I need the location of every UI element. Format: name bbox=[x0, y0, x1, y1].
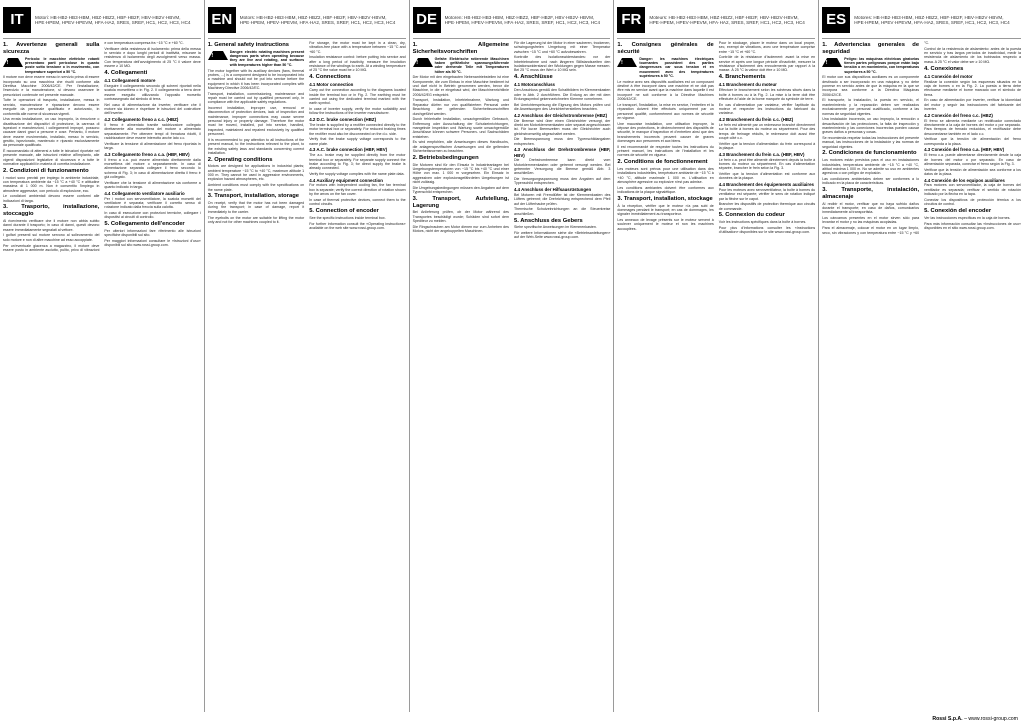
body-paragraph: Il motore non deve essere messo in servizio prima di essere incorporato su una macchina che risulti conforme alla Direttiva Macchine 2006/42/CE. Per l'installazione, l'esercizio e la manutenzione, si devono osservare le prescrizioni contenute nel presente manuale. bbox=[3, 75, 100, 97]
body-paragraph: Insulation resistance control: before putting into service and after a long period of inactivity, measure the insulation resistance of the windings to earth. At a winding temperature of 25 °C the value must be ≥ 10 MΩ. bbox=[309, 55, 406, 73]
body-paragraph: In caso di esecuzione con protezioni termiche, collegare i dispositivi ai circuiti di controllo. bbox=[104, 210, 201, 220]
warning-triangle-icon bbox=[822, 58, 842, 67]
section-title: 1. Avvertenze generali sulla sicurezza bbox=[3, 42, 100, 55]
body-paragraph: Kontrolle des Isolationswiderstandes: vor der Inbetriebnahme und nach längeren Stillstandszeiten den Isolationswiderstand der Wicklungen gegen Masse messen. Bei 25 °C muss der Wert ≥ 10 MΩ sein. bbox=[513, 55, 611, 73]
motor-series-line: Motori: HB·HB2·HB3·HBM, HBZ·HBZ2, HBF·HB2F, HBV·HB2V·HBVM, HPE·HPEM, HPEV·HPEVM, HFA·HA2, SRES, SREF, HC1, HC2, HC3, HC4 bbox=[35, 14, 191, 25]
section-title: 5. Connexion du codeur bbox=[718, 212, 785, 219]
body-paragraph: Los cáncamos presentes en el motor sirven sólo para levantar el motor y no las máquinas acopladas. bbox=[822, 216, 920, 225]
body-paragraph: Es wird empfohlen, alle Anweisungen dieses Handbuchs, die anlagenspezifischen Anweisungen und die geltenden Sicherheitsnormen zu beachten. bbox=[412, 140, 509, 154]
body-paragraph: Contrôle de la résistance d'isolement: avant la mise en service et après une longue période d'inactivité, mesurer la résistance d'isolement des enroulements par rapport à la masse. À 25 °C la valeur doit être ≥ 10 MΩ. bbox=[718, 55, 816, 73]
body-paragraph: Control de la resistencia de aislamiento: antes de la puesta en servicio y tras largos períodos de inactividad, medir la resistencia de aislamiento de los bobinados respecto a masa. A 25 °C el valor debe ser ≥ 10 MΩ. bbox=[924, 46, 1021, 64]
subsection-title: 4.1 Motor connection bbox=[309, 82, 354, 88]
warning-triangle-icon bbox=[208, 51, 228, 60]
body-paragraph: El freno se alimenta mediante un rectificador conectado directamente a la caja de bornes del motor o por separado. Para tiempos de frenado reducidos, el rectificador debe desconectarse también en el lado c.c. bbox=[924, 118, 1021, 136]
body-paragraph: I golfari presenti sul motore servono al sollevamento del solo motore e non di altre macchine ad esso accoppiate. bbox=[3, 233, 100, 242]
body-paragraph: Ver las instrucciones específicas en la caja de bornes. bbox=[924, 215, 1011, 220]
body-paragraph: Al recibir el motor, verificar que no haya sufrido daños durante el transporte; en caso de daños, comunicarlos inmediatamente al transportista. bbox=[822, 201, 920, 215]
body-paragraph: Transport, Installation, Inbetriebnahme, Wartung und Reparatur dürfen nur von qualifiziertem Personal unter Beachtung der geltenden Sicherheitsvorschriften durchgeführt werden. bbox=[412, 98, 509, 116]
body-paragraph: Verificare che la tensione di alimentazione sia conforme a quanto indicato in targa. bbox=[104, 180, 201, 189]
body-paragraph: Der Motor mit den eingebauten Nebenantriebsteilen ist eine Komponente, die zum Einbau in eine Maschine bestimmt ist und darf nicht in Betrieb genommen werden, bevor die Maschine, in die er eingebaut wird, der Maschinenrichtlinie 2006/42/EG entspricht. bbox=[412, 75, 509, 97]
section-title: 3. Transport, installation, stockage bbox=[617, 195, 713, 202]
body-paragraph: Se recomienda respetar todas las instrucciones del presente manual, las instrucciones de la instalación y las normas de seguridad vigentes. bbox=[822, 136, 920, 149]
body-paragraph: Verificar que la tensión de alimentación sea conforme a los datos de la placa. bbox=[924, 167, 1021, 176]
body-paragraph: Le moteur avec ses dispositifs auxiliaires est un composant destiné à être incorporé dans une machine et ne doit pas être mis en service avant que la machine dans laquelle il est incorporé ne soit conforme à la Directive Machines 2006/42/CE. bbox=[617, 79, 714, 102]
body-paragraph: Vérifier que la tension d'alimentation du frein correspond à la plaque. bbox=[718, 141, 816, 150]
body-paragraph: Nel caso di alimentazione da inverter, verificare che il motore sia idoneo e rispettare le istruzioni del costruttore dell'inverter. bbox=[104, 102, 201, 116]
language-column-it bbox=[0, 0, 205, 712]
body-paragraph: Le frein est alimenté par un redresseur branché directement sur la boîte à bornes du moteur ou séparément. Pour des temps de freinage réduits, le redresseur doit aussi être coupé côté c.c. bbox=[718, 122, 816, 140]
body-paragraph: Carry out the connection according to the diagrams located inside the terminal box or in Fig. 2. The earthing must be carried out using the dedicated terminal marked with the earth symbol. bbox=[309, 88, 406, 106]
section-title: 4. Collegamenti bbox=[104, 69, 148, 76]
danger-text: Pericolo: le macchine elettriche rotanti presentano parti pericolose in quanto poste sotto tensione o in movimento, con temperature superiori a 50 °C. bbox=[25, 56, 100, 74]
body-paragraph: Bei Motoren mit Fremdlüfter ist der Klemmenkasten des Lüfters getrennt; die Drehrichtung entsprechend dem Pfeil auf der Lüfterhaube prüfen. bbox=[513, 193, 611, 206]
language-badge: ES bbox=[822, 7, 850, 33]
motor-series-line: Motors: HB·HB2·HB3·HBM, HBZ·HBZ2, HBF·HB2F, HBV·HB2V·HBVM, HPE·HPEM, HPEV·HPEVM, HFA·HA2, SRES, SREF, HC1, HC2, HC3, HC4 bbox=[239, 14, 396, 25]
body-paragraph: For storage, the motor must be kept in a clean, dry, vibration-free place with a temperature between −15 °C and +60 °C. bbox=[309, 41, 406, 54]
section-title: 1. Allgemeine Sicherheitsvorschriften bbox=[412, 42, 509, 55]
body-paragraph: For further information consult the «Operating instructions» available on the web site www.rossi-group.com. bbox=[309, 221, 406, 230]
body-paragraph: Le condizioni ambientali devono essere conformi alle indicazioni di targa. bbox=[3, 194, 100, 203]
section-title: 2. Betriebsbedingungen bbox=[412, 154, 479, 161]
column-header bbox=[822, 2, 1021, 39]
subsection-title: 4.1 Branchement du moteur bbox=[718, 82, 777, 88]
body-paragraph: El motor con sus dispositivos auxiliares es un componente destinado a ser incorporado en una máquina y no debe ponerse en servicio antes de que la máquina en la que se incorpora sea conforme a la Directiva Máquinas 2006/42/CE. bbox=[822, 75, 920, 97]
section-title: 1. General safety instructions bbox=[207, 42, 289, 48]
subsection-title: 4.2 Branchement du frein c.c. (HBZ) bbox=[718, 117, 794, 123]
body-paragraph: Le transport, l'installation, la mise en service, l'entretien et la réparation doivent être effectués uniquement par un personnel qualifié, conformément aux normes de sécurité en vigueur. bbox=[617, 102, 714, 120]
body-paragraph: Verificare della resistenza di isolamento: prima della messa in servizio e dopo lunghi periodi di inattività, misurare la resistenza di isolamento degli avvolgimenti verso massa. Con temperatura dell'avvolgimento di 25 °C il valore deve essere ≥ 10 MΩ. bbox=[104, 46, 201, 69]
body-paragraph: Für die Lagerung ist der Motor in einer sauberen, trockenen, schwingungsfreien Umgebung mit einer Temperatur zwischen −15 °C und +60 °C aufzubewahren. bbox=[513, 41, 611, 54]
section-title: 2. Condiciones de funcionamiento bbox=[822, 150, 917, 157]
motor-series-line: Motores: HB·HB2·HB3·HBM, HBZ·HBZ2, HBF·HB2F, HBV·HB2V·HBVM, HPE·HPEM, HPEV·HPEVM, HFA·HA2, SRES, SREF, HC1, HC2, HC3, HC4 bbox=[854, 14, 1010, 25]
subsection-title: 4.1 Conexión del motor bbox=[924, 73, 973, 79]
body-paragraph: Para el almacenaje, colocar el motor en un lugar limpio, seco, sin vibraciones y con temperatura entre −15 °C y +60 °C. bbox=[822, 41, 930, 235]
section-title: 1. Advertencias generales de seguridad bbox=[822, 42, 920, 55]
subsection-title: 4.4 Auxiliary equipment connection bbox=[309, 177, 383, 183]
section-title: 3. Trasporto, installazione, stoccaggio bbox=[3, 204, 100, 218]
body-paragraph: Una errata installazione, un uso improprio, la rimozione o disattivazione dei dispositivi di protezione, la carenza di ispezioni e manutenzioni, i collegamenti impropri, possono causare danni gravi a persone e cose. Pertanto, il motore deve essere movimentato, installato, messo in servizio, gestito, ispezionato, mantenuto e riparato esclusivamente da personale qualificato. bbox=[3, 117, 100, 148]
body-paragraph: The eyebolts on the motor are suitable for lifting the motor only and not for other machines coupled to it. bbox=[207, 215, 305, 224]
body-paragraph: Pour le stockage, placer le moteur dans un local propre, sec, exempt de vibrations, avec une température comprise entre −15 °C et +60 °C. bbox=[718, 41, 816, 54]
language-column-en bbox=[205, 0, 410, 712]
body-paragraph: Bei Umrichterspeisung die Eignung des Motors prüfen und die Anweisungen des Umrichterherstellers beachten. bbox=[513, 102, 611, 111]
subsection-title: 4.3 Anschluss der Drehstrombremse (HBF, HBV) bbox=[513, 147, 611, 158]
warning-triangle-icon bbox=[3, 58, 23, 67]
column-body bbox=[617, 41, 815, 235]
motor-series-line: Motoren: HB·HB2·HB3·HBM, HBZ·HBZ2, HBF·HB2F, HBV·HB2V·HBVM, HPE·HPEM, HPEV·HPEVM, HFA·HA2, SRES, SREF, HC1, HC2, HC3, HC4 bbox=[444, 14, 601, 25]
danger-notice bbox=[413, 57, 509, 76]
body-paragraph: Per i motori con servoventilatore, la scatola morsetti del ventilatore è separata; verificare il corretto senso di rotazione indicato dalla freccia sulla calotta. bbox=[104, 196, 201, 210]
section-title: 5. Connection of encoder bbox=[309, 207, 379, 214]
body-paragraph: À la réception, vérifier que le moteur n'a pas subi de dommages pendant le transport; en cas de dommages, les signaler immédiatement au transporteur. bbox=[617, 203, 714, 217]
body-paragraph: Die Bremse wird über einen Gleichrichter versorgt, der direkt am Motorklemmenkasten oder separat angeschlossen ist. Für kurze Bremszeiten muss der Gleichrichter auch gleichstromseitig abgeschaltet werden. bbox=[513, 118, 611, 136]
subsection-title: 4.4 Conexión de los equipos auxiliares bbox=[924, 177, 1005, 183]
column-body bbox=[3, 41, 201, 252]
body-paragraph: Die Ringschrauben am Motor dienen nur zum Anheben des Motors, nicht der angekuppelten Maschinen. bbox=[412, 224, 509, 234]
section-title: 1. Consignes générales de sécurité bbox=[617, 42, 714, 55]
body-paragraph: It is recommended to pay attention to all instructions of the present manual, to the instructions relevant to the plant, to the existing safety laws and standards concerning correct installation. bbox=[207, 137, 305, 155]
body-paragraph: Ambient conditions must comply with the specifications on the name plate. bbox=[207, 183, 305, 192]
body-paragraph: En caso de alimentación por inverter, verificar la idoneidad del motor y seguir las instrucciones del fabricante del inverter. bbox=[924, 98, 1021, 111]
subsection-title: 4.3 A.C. brake connection (HBF, HBV) bbox=[309, 147, 388, 153]
column-body bbox=[413, 41, 611, 240]
danger-notice bbox=[822, 57, 919, 76]
body-paragraph: Los motores están previstos para el uso en instalaciones industriales, temperatura ambiente de −15 °C a +40 °C, altitud máxima 1 000 m. No se admite su uso en ambientes agresivos o con peligro de explosión. bbox=[822, 158, 920, 176]
body-paragraph: Per maggiori informazioni consultare le «Istruzioni d'uso» disponibili sul sito www.rossi-group.com. bbox=[104, 238, 201, 248]
body-paragraph: Den Anschluss gemäß den Schaltbildern im Klemmenkasten oder in Abb. 2 durchführen. Die Erdung an der mit dem Erdungssymbol gekennzeichneten Klemme vornehmen. bbox=[513, 88, 611, 101]
body-paragraph: In case of inverter supply, verify the motor suitability and follow the instructions of the inverter manufacturer. bbox=[309, 106, 406, 116]
warning-triangle-icon bbox=[413, 58, 433, 67]
body-paragraph: Siehe spezifische Anweisungen im Klemmenkasten. bbox=[513, 225, 597, 230]
danger-text: Gefahr: Elektrische rotierende Maschinen haben gefährliche spannungsführende oder drehende Teile mit Temperaturen höher als 50 °C. bbox=[434, 56, 509, 74]
body-paragraph: Conectar los dispositivos de protección térmica a los circuitos de control. bbox=[924, 197, 1021, 207]
body-paragraph: Realizar la conexión según los esquemas situados en la caja de bornes o en la Fig. 2. La puesta a tierra debe efectuarse mediante el borne marcado con el símbolo de tierra. bbox=[924, 79, 1021, 97]
column-header bbox=[208, 2, 406, 39]
body-paragraph: El transporte, la instalación, la puesta en servicio, el mantenimiento y la reparación deben ser realizados exclusivamente por personal cualificado, conforme a las normas de seguridad vigentes. bbox=[822, 98, 920, 116]
subsection-title: 4.3 Collegamento freno a c.a. (HBF, HBV) bbox=[104, 151, 190, 157]
motor-series-line: Moteurs: HB·HB2·HB3·HBM, HBZ·HBZ2, HBF·HB2F, HBV·HB2V·HBVM, HPE·HPEM, HPEV·HPEVM, HFA·HA2, SRES, SREF, HC1, HC2, HC3, HC4 bbox=[649, 14, 805, 25]
body-paragraph: In case of thermal protective devices, connect them to the control circuits. bbox=[309, 197, 406, 207]
body-paragraph: Effectuer le branchement selon les schémas situés dans la boîte à bornes ou à la Fig. 2. La mise à la terre doit être effectuée à l'aide de la borne marquée du symbole de terre. bbox=[718, 88, 816, 101]
footer-website: www.rossi-group.com bbox=[968, 716, 1018, 722]
section-title: 3. Transport, Aufstellung, Lagerung bbox=[412, 195, 509, 209]
subsection-title: 4.2 D.C. brake connection (HBZ) bbox=[309, 117, 377, 123]
subsection-title: 4.2 Anschluss der Gleichstrombremse (HBZ) bbox=[513, 112, 608, 118]
language-badge: IT bbox=[3, 7, 31, 33]
language-badge: DE bbox=[413, 7, 441, 33]
body-paragraph: See the specific instructions inside terminal box. bbox=[309, 215, 386, 220]
body-paragraph: Vérifier que la tension d'alimentation est conforme aux données de la plaque. bbox=[718, 171, 816, 181]
section-title: 4. Conexiones bbox=[924, 65, 964, 72]
body-paragraph: Verify that the brake supply voltage corresponds to the name plate. bbox=[309, 137, 406, 146]
body-paragraph: En cas d'alimentation par variateur, vérifier l'aptitude du moteur et respecter les instructions du fabricant du variateur. bbox=[718, 102, 816, 116]
language-badge: EN bbox=[208, 7, 236, 33]
subsection-title: 4.3 Conexión del freno c.a. (HBF, HBV) bbox=[924, 147, 1005, 153]
body-paragraph: The brake is supplied by a rectifier connected directly to the motor terminal box or separately. For reduced braking times the rectifier must also be disconnected on the d.c. side. bbox=[309, 122, 406, 136]
body-paragraph: Une mauvaise installation, une utilisation impropre, la dépose des protections, le déclenchement des dispositifs de sécurité, le manque d'inspection et d'entretien ainsi que des branchements incorrects peuvent causer de graves dommages aux personnes et aux biens. bbox=[617, 121, 714, 143]
body-paragraph: Eseguire il collegamento secondo gli schemi riportati nella scatola morsettiera o in Fig. 2. Il collegamento a terra deve essere eseguito utilizzando l'apposito morsetto contrassegnato dal simbolo di terra. bbox=[104, 83, 201, 101]
body-paragraph: Il freno a c.a. può essere alimentato direttamente dalla morsettiera del motore o separatamente. In caso di alimentazione separata collegare il freno secondo lo schema di Fig. 3; in caso di alimentazione diretta il freno è già collegato. bbox=[104, 157, 201, 179]
body-paragraph: Durch fehlerhafte Installation, unsachgemäßen Gebrauch, Entfernung oder Ausschaltung der Schutzeinrichtungen, mangelnde Inspektion und Wartung sowie unsachgemäße Anschlüsse können schwere Personen- und Sachschäden entstehen. bbox=[412, 117, 509, 139]
section-title: 2. Operating conditions bbox=[207, 156, 273, 163]
body-paragraph: Die Versorgungsspannung muss den Angaben auf dem Typenschild entsprechen. bbox=[513, 177, 611, 186]
body-paragraph: Para más información consultar las «Instrucciones de uso» disponibles en el sitio www.rossi-group.com. bbox=[924, 221, 1021, 230]
body-paragraph: Al ricevimento verificare che il motore non abbia subito danni durante il trasporto; in caso di danni, questi devono essere immediatamente segnalati al vettore. bbox=[3, 219, 100, 232]
warning-triangle-icon bbox=[617, 58, 637, 67]
body-paragraph: Die Umgebungsbedingungen müssen den Angaben auf dem Typenschild entsprechen. bbox=[412, 185, 509, 195]
subsection-title: 4.4 Branchement des équipements auxiliaires bbox=[718, 182, 814, 188]
page-footer bbox=[932, 716, 1018, 722]
body-paragraph: For motors with independent cooling fan, the fan terminal box is separate; verify the correct direction of rotation shown by the arrow on the fan cover. bbox=[309, 183, 406, 197]
subsection-title: 4.1 Motoranschluss bbox=[513, 82, 555, 88]
subsection-title: 4.3 Branchement du frein c.a. (HBF, HBV) bbox=[718, 151, 805, 157]
body-paragraph: The a.c. brake may be supplied directly from the motor terminal box or separately. For separate supply connect the brake according to Fig. 3; for direct supply the brake is already connected. bbox=[309, 153, 406, 171]
danger-notice bbox=[208, 50, 304, 69]
danger-notice bbox=[3, 57, 99, 76]
section-title: 4. Connections bbox=[309, 74, 351, 81]
body-paragraph: Incorrect installation, improper use, removal or disconnection of protection devices, lack of inspection and maintenance, improper connections may cause severe personal injury or property damage. Therefore the motor must be moved, installed, put into service, handled, inspected, maintained and repaired exclusively by qualified personnel. bbox=[207, 106, 305, 137]
language-column-de bbox=[410, 0, 615, 712]
column-body bbox=[822, 41, 1021, 235]
section-title: 2. Condizioni di funzionamento bbox=[3, 167, 89, 174]
body-paragraph: Verificare la tensione di alimentazione del freno riportata in targa. bbox=[104, 141, 201, 150]
danger-notice bbox=[617, 57, 713, 80]
body-paragraph: Tutte le operazioni di trasporto, installazione, messa in servizio, manutenzione e riparazione devono essere eseguite da personale qualificato e autorizzato, in conformità alle norme di sicurezza vigenti. bbox=[3, 98, 100, 116]
section-title: 4. Anschlüsse bbox=[513, 74, 553, 81]
body-paragraph: Brancher les dispositifs de protection thermique aux circuits de commande. bbox=[718, 202, 816, 211]
column-header bbox=[617, 2, 815, 39]
body-paragraph: Le frein c.a. peut être alimenté directement depuis la boîte à bornes du moteur ou séparément. En cas d'alimentation séparée, brancher le frein selon la Fig. 3. bbox=[718, 157, 816, 171]
section-title: 4. Branchements bbox=[718, 74, 766, 81]
body-paragraph: Thermische Schutzeinrichtungen an die Steuerkreise anschließen. bbox=[513, 207, 611, 216]
body-paragraph: Les anneaux de levage présents sur le moteur servent à soulever uniquement le moteur et non les machines accouplées. bbox=[617, 217, 714, 231]
danger-text: Danger: electric rotating machines present dangerous parts when operating because they are live and rotating, and surfaces with temperatures higher than 50 °C. bbox=[229, 49, 305, 67]
subsection-title: 4.2 Conexión del freno c.c. (HBZ) bbox=[924, 112, 993, 118]
section-title: 5. Collegamento dell'encoder bbox=[104, 221, 185, 227]
danger-text: Danger: les machines électriques tournantes possèdent des parties dangereuses car sous tension et en mouvement avec des températures supérieures à 50 °C. bbox=[639, 56, 714, 78]
column-header bbox=[413, 2, 611, 39]
section-title: 3. Transporte, instalación, almacenaje bbox=[822, 187, 920, 200]
body-paragraph: El freno c.a. puede alimentarse directamente desde la caja de bornes del motor o por separado. En caso de alimentación separada, conectar el freno según la Fig. 3. bbox=[924, 153, 1021, 166]
body-paragraph: Una instalación incorrecta, un uso impropio, la remoción o desactivación de las protecciones, la falta de inspección y mantenimiento y las conexiones incorrectas pueden causar graves daños a personas y cosas. bbox=[822, 117, 920, 135]
subsection-title: 4.2 Collegamento freno a c.c. (HBZ) bbox=[104, 117, 179, 123]
body-paragraph: Verify the supply voltage complies with the name plate data. bbox=[309, 171, 405, 176]
language-column-fr bbox=[614, 0, 819, 712]
footer-dash: – bbox=[964, 716, 969, 722]
body-paragraph: Transport, installation, commissioning, maintenance and repair must be carried out by qualified personnel only, in compliance with the applicable safety regulations. bbox=[207, 91, 305, 105]
column-body bbox=[208, 41, 406, 230]
body-paragraph: Les moteurs sont prévus pour une utilisation dans des installations industrielles, température ambiante de −15 °C à +40 °C, altitude maximale 1 000 m. L'utilisation en atmosphère agressive ou explosive n'est pas admise. bbox=[617, 166, 714, 184]
body-paragraph: Für weitere Informationen siehe die «Betriebsanleitungen» auf der Web-Seite www.rossi-group.com. bbox=[513, 231, 611, 240]
body-paragraph: Motors are designed for applications in industrial plants; ambient temperature −15 °C to +40 °C, maximum altitude 1 000 m. They cannot be used in aggressive environments, explosion hazard atmospheres, etc. bbox=[207, 164, 305, 182]
language-badge: FR bbox=[617, 7, 645, 33]
body-paragraph: Voir les instructions spécifiques dans la boîte à bornes. bbox=[718, 220, 807, 225]
column-header bbox=[3, 2, 201, 39]
body-paragraph: Die Bremsspannung muss den Typenschildangaben entsprechen. bbox=[513, 137, 611, 146]
subsection-title: 4.4 Collegamento ventilatore ausiliario bbox=[104, 190, 185, 196]
body-paragraph: On receipt, verify that the motor has not been damaged during the transport; in case of damage, report it immediately to the carrier. bbox=[207, 201, 305, 214]
body-paragraph: Para motores con servoventilador, la caja de bornes del ventilador es separada; verificar el sentido de rotación indicado por la flecha en la tapa. bbox=[924, 183, 1021, 197]
body-paragraph: È raccomandato di attenersi a tutte le istruzioni riportate nel presente manuale, alle istruzioni relative all'impianto, alle vigenti disposizioni legislative di sicurezza e a tutte le normative applicabili in materia di corretta installazione. bbox=[3, 149, 100, 167]
body-paragraph: Die Motoren sind für den Einsatz in Industrieanlagen bei Umgebungstemperaturen von −15 °C bis +40 °C und einer Höhe von max. 1 000 m vorgesehen. Ein Einsatz in aggressiven oder explosionsgefährdeten Umgebungen ist nicht zulässig. bbox=[412, 162, 509, 184]
body-paragraph: I motori sono previsti per impiego in ambiente industriale, con temperatura ambiente da −15 °C a +40 °C e altitudine massima di 1 000 m. Non è consentito l'impiego in atmosfere aggressive, con pericolo di esplosione, ecc. bbox=[3, 175, 100, 193]
section-title: 3. Transport, installation, storage bbox=[207, 193, 299, 200]
body-paragraph: Pour les moteurs avec servoventilateur, la boîte à bornes du ventilateur est séparée; vérifier le sens de rotation indiqué par la flèche sur le capot. bbox=[718, 187, 816, 201]
section-title: 5. Anschluss des Gebers bbox=[513, 217, 583, 224]
body-paragraph: The motor together with its auxiliary devices (fans, thermal probes, ...) is a component designed to be incorporated into a machine and should not be put into service before the equipment in which it has been incorporated complies with Machinery Directive 2006/42/EC. bbox=[207, 68, 305, 90]
body-paragraph: Per un'eventuale giacenza a magazzino, il motore deve essere posto in ambiente asciutto, pulito, privo di vibrazioni e con temperatura compresa fra −15 °C e +60 °C. bbox=[3, 41, 184, 252]
body-paragraph: Il freno è alimentato tramite raddrizzatore collegato direttamente alla morsettiera del motore o alimentato separatamente. Per ottenere tempi di frenatura ridotti, il raddrizzatore deve essere interrotto anche lato c.c. bbox=[104, 122, 201, 140]
subsection-title: 4.1 Collegamenti motore bbox=[104, 78, 156, 84]
section-title: 5. Conexión del encoder bbox=[924, 207, 992, 214]
danger-text: Peligro: las máquinas eléctricas giratorias tienen partes peligrosas porque están bajo tensión o en movimiento, con temperaturas superiores a 50 °C. bbox=[844, 56, 920, 74]
language-column-es bbox=[819, 0, 1024, 712]
body-paragraph: Bei Anlieferung prüfen, ob der Motor während des Transportes beschädigt wurde; Schäden sind sofort dem Spediteur zu melden. bbox=[412, 210, 509, 224]
body-paragraph: Verificar que la tensión de alimentación del freno corresponda a la placa. bbox=[924, 137, 1021, 146]
body-paragraph: Die Drehstrombremse kann direkt vom Motorklemmenkasten oder getrennt versorgt werden. Bei getrennter Versorgung die Bremse gemäß Abb. 3 anschließen. bbox=[513, 158, 611, 176]
body-paragraph: Les conditions ambiantes doivent être conformes aux indications de la plaque signalétique. bbox=[617, 185, 714, 195]
body-paragraph: Per ulteriori informazioni fare riferimento alle istruzioni specifiche disponibili sul sito. bbox=[104, 228, 201, 238]
body-paragraph: Il est recommandé de respecter toutes les instructions du présent manuel, les instructions de l'installation et les normes de sécurité en vigueur. bbox=[617, 144, 714, 158]
subsection-title: 4.4 Anschluss der Hilfsausrüstungen bbox=[513, 187, 592, 193]
footer-company: Rossi S.p.A. bbox=[932, 716, 963, 722]
section-title: 2. Conditions de fonctionnement bbox=[617, 159, 708, 166]
body-paragraph: Pour plus d'informations consulter les «Instructions d'utilisation» disponibles sur le site www.rossi-group.com. bbox=[718, 225, 816, 235]
body-paragraph: Las condiciones ambientales deben ser conformes a lo indicado en la placa de características. bbox=[822, 176, 920, 186]
